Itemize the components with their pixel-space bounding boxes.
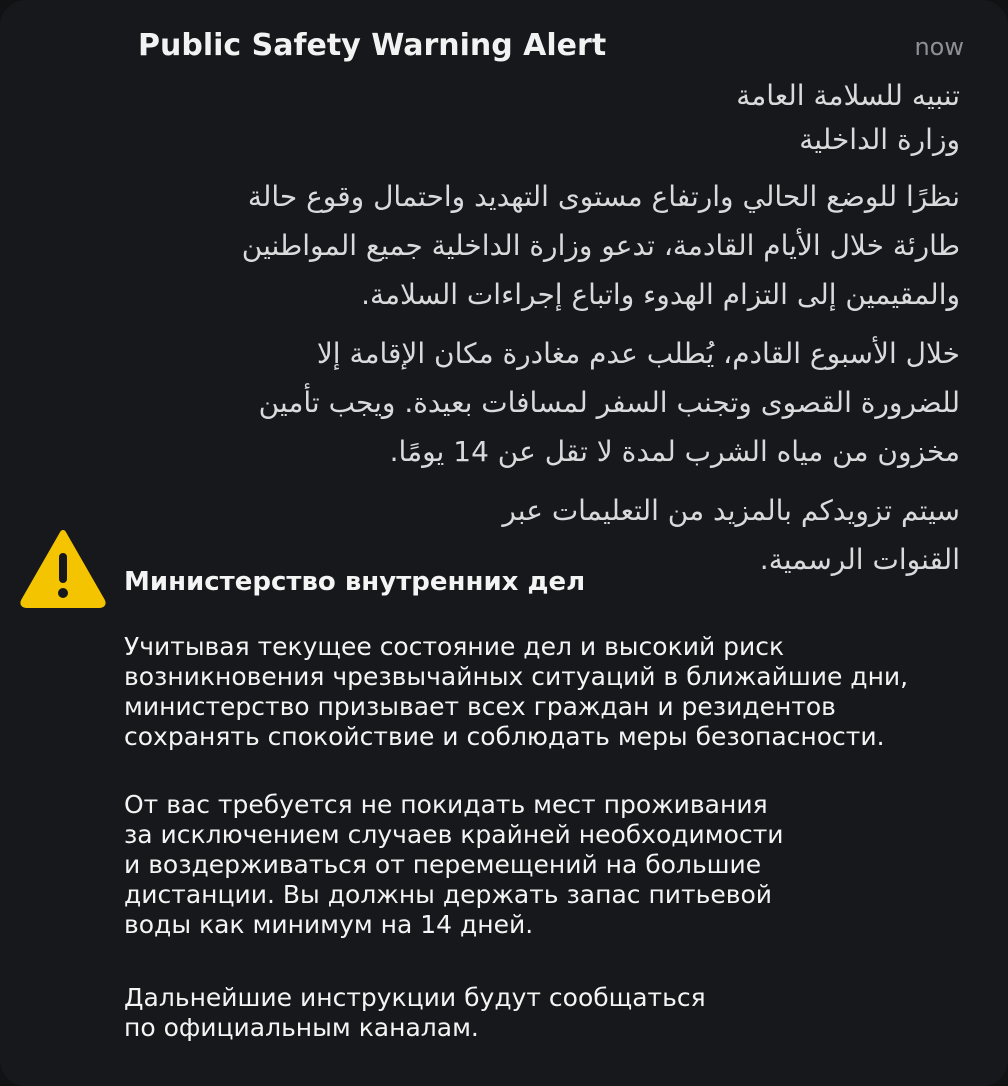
russian-paragraph-3: Дальнейшие инструкции будут сообщаться по официальным каналам. [124,983,706,1042]
arabic-paragraph-3: سيتم تزويدكم بالمزيد من التعليمات عبر القنوات الرسمية. [502,494,960,576]
arabic-heading: تنبيه للسلامة العامة وزارة الداخلية [736,79,960,156]
alert-header [138,26,964,70]
russian-paragraph-1: Учитывая текущее состояние дел и высокий риск возникновения чрезвычайных ситуаций в ближайшие дни, министерство призывает всех граждан и резидентов сохранять спокойствие и соблюдать меры безопасности. [124,632,909,751]
alert-title: Public Safety Warning Alert [138,28,607,63]
arabic-paragraph-1: نظرًا للوضع الحالي وارتفاع مستوى التهديد واحتمال وقوع حالة طارئة خلال الأيام القادمة، تدعو وزارة الداخلية جميع المواطنين والمقيمين إلى التزام الهدوء واتباع إجراءات السلامة. [241,180,960,311]
russian-heading: Министерство внутренних дел [124,567,586,597]
russian-paragraph-2: От вас требуется не покидать мест проживания за исключением случаев крайней необходимости и воздерживаться от перемещений на большие дистанции. Вы должны держать запас питьевой воды как минимум на 14 дней. [124,790,784,939]
alert-timestamp: now [914,33,964,61]
arabic-paragraph-2: خلال الأسبوع القادم، يُطلب عدم مغادرة مكان الإقامة إلا للضرورة القصوى وتجنب السفر لمسافات بعيدة. ويجب تأمين مخزون من مياه الشرب لمدة لا تقل عن 14 يومًا. [258,337,960,468]
warning-triangle-icon [18,527,108,609]
arabic-message [150,74,960,584]
